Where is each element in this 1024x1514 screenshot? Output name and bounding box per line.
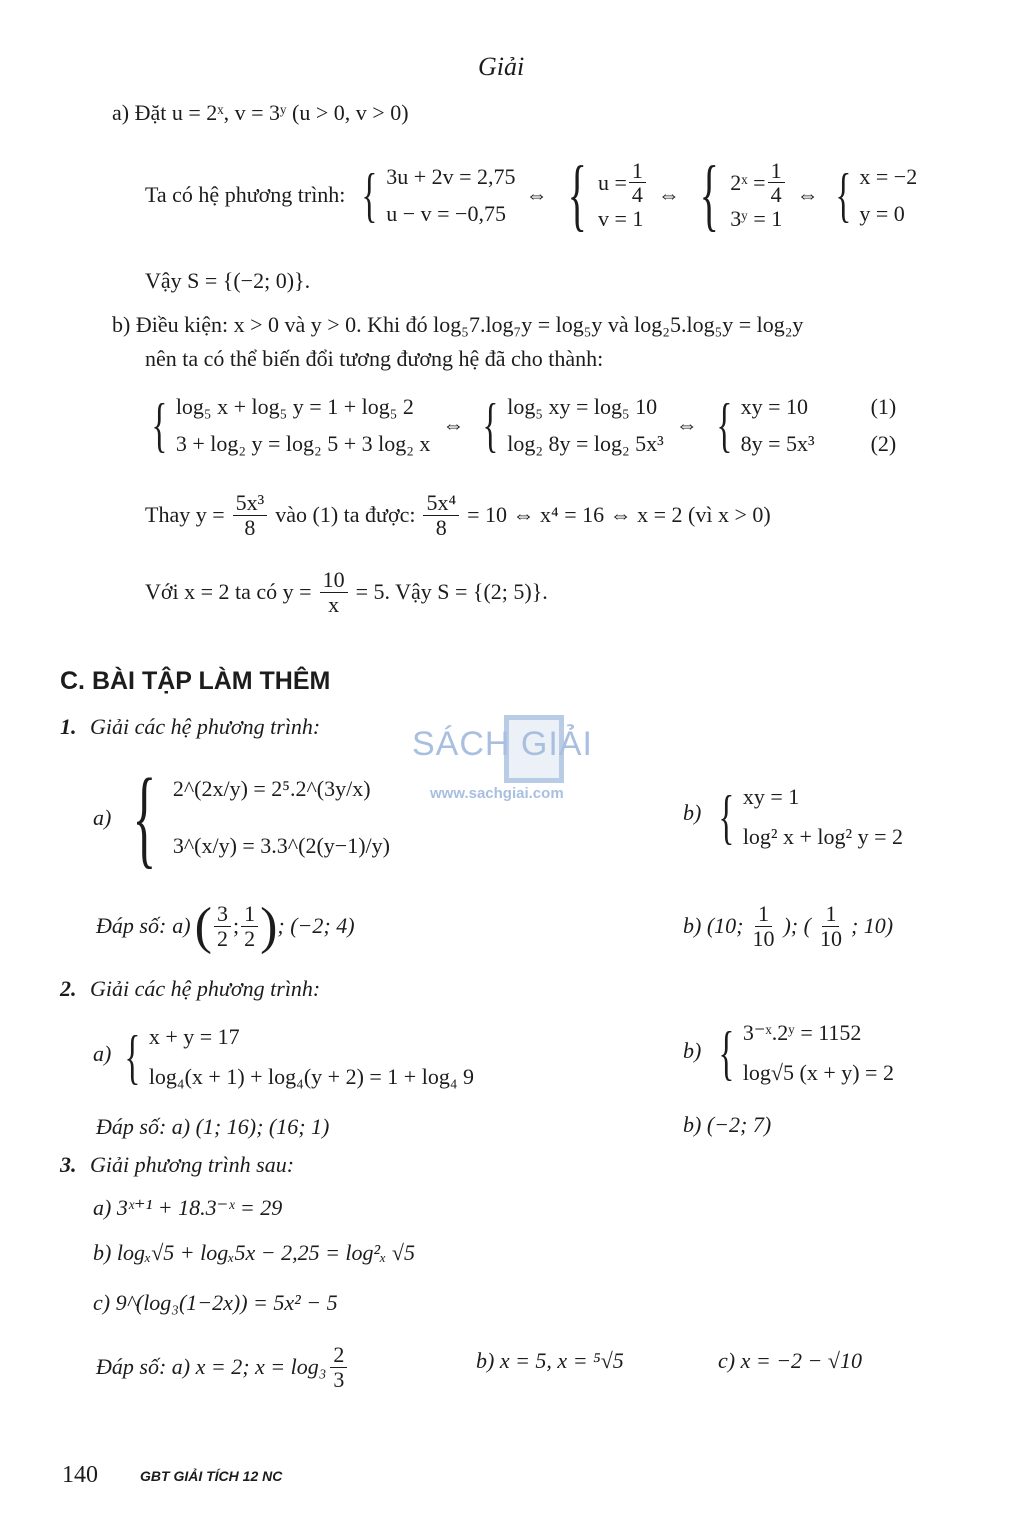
exercise-1a-label: a) — [93, 805, 112, 830]
brace-icon: { — [151, 391, 168, 458]
exercise-2b-label: b) — [683, 1038, 702, 1063]
fraction-numerator: 1 — [241, 902, 258, 926]
exercise-2b-line: 3⁻ˣ.2ʸ = 1152 — [742, 1020, 862, 1046]
system-1-line: u − v = −0,75 — [386, 201, 506, 226]
fraction-denominator: 10 — [752, 925, 775, 951]
system-4-line: x = −2 — [859, 163, 918, 189]
equivalence-symbol: ⇔ — [675, 412, 698, 437]
part-a-system-chain — [145, 145, 917, 245]
fraction-denominator: 2 — [216, 925, 228, 951]
exercise-2-answer-b: b) (−2; 7) — [683, 1112, 772, 1137]
conclusion-prefix: Với x = 2 ta có y = — [145, 579, 312, 604]
system-1 — [355, 158, 515, 233]
fraction-numerator: 1 — [629, 159, 646, 183]
answer-value: ); ( — [783, 913, 811, 938]
system-b1-line: 3 + log₂ y = log₂ 5 + 3 log₂ x — [175, 431, 431, 456]
exercise-2b-system — [712, 1008, 894, 1098]
equivalence-symbol: ⇔ — [442, 412, 465, 437]
exercise-3c: c) 9^(log₃(1−2x)) = 5x² − 5 — [93, 1290, 338, 1315]
answer-part-label: a) — [172, 913, 191, 938]
part-b-line-1: b) Điều kiện: x > 0 và y > 0. Khi đó log₅7.log₇y = log₅y và log₂5.log₅y = log₂y — [112, 312, 804, 337]
exercise-1b-label: b) — [683, 800, 702, 825]
system-b3 — [710, 388, 841, 463]
exercise-2a-system — [118, 1012, 474, 1102]
exercise-3-answer-c: c) x = −2 − √10 — [718, 1348, 862, 1373]
book-title: GBT GIẢI TÍCH 12 NC — [140, 1468, 283, 1484]
fraction-numerator: 2 — [330, 1343, 347, 1367]
brace-icon: { — [132, 755, 157, 878]
equation-label: (1) — [870, 393, 897, 419]
exercise-1a-line: 3^(x/y) = 3.3^(2(y−1)/y) — [172, 833, 390, 858]
equivalence-symbol: ⇔ — [525, 182, 548, 207]
system-b2-line: log₅ xy = log₅ 10 — [507, 393, 658, 419]
substitution-middle: vào (1) ta được: — [275, 502, 416, 527]
equation-label: (2) — [870, 431, 897, 456]
fraction-numerator: 5x³ — [233, 491, 268, 515]
exercise-1-heading — [60, 714, 320, 740]
exercise-3-answer-a — [96, 1335, 349, 1399]
brace-icon: { — [567, 150, 587, 239]
paren-left-icon: ( — [194, 897, 212, 955]
exercise-3-heading — [60, 1152, 294, 1178]
system-b3-line: xy = 10 — [740, 393, 809, 419]
brace-icon: { — [835, 161, 851, 228]
part-b-system-chain — [145, 380, 896, 470]
part-a-intro: a) Đặt u = 2ˣ, v = 3ʸ (u > 0, v > 0) — [112, 100, 409, 125]
exercise-2a-line: x + y = 17 — [148, 1024, 240, 1050]
page-number: 140 — [62, 1462, 98, 1488]
fraction-numerator: 3 — [214, 902, 231, 926]
part-a-lead: Ta có hệ phương trình: — [145, 182, 346, 207]
exercise-3a: a) 3ˣ⁺¹ + 18.3⁻ˣ = 29 — [93, 1195, 283, 1220]
system-4 — [829, 158, 918, 233]
paren-right-icon: ) — [260, 897, 278, 955]
part-a-result: Vậy S = {(−2; 0)}. — [145, 268, 311, 293]
fraction-numerator: 1 — [768, 159, 785, 183]
exercise-title: Giải phương trình sau: — [90, 1152, 295, 1177]
fraction-denominator: 2 — [244, 925, 256, 951]
substitution-prefix: Thay y = — [145, 502, 225, 527]
section-c-heading: C. BÀI TẬP LÀM THÊM — [60, 667, 331, 695]
fraction-numerator: 1 — [822, 902, 839, 926]
brace-icon: { — [716, 391, 733, 458]
exercise-2b-line: log√5 (x + y) = 2 — [742, 1060, 894, 1085]
exercise-1-answer-a: Đáp số: a) ( $\frac{3}{2}$ ; $\frac{1}{2}$ ) ; (−2; 4) — [96, 897, 355, 955]
fraction-denominator: 8 — [435, 514, 447, 540]
fraction-denominator: 4 — [770, 181, 782, 207]
answer-label: Đáp số: — [96, 913, 167, 938]
exercise-1a-line: 2^(2x/y) = 2⁵.2^(3y/x) — [172, 775, 371, 801]
watermark — [412, 715, 622, 815]
system-3 — [690, 150, 787, 241]
exercise-number: 3. — [60, 1152, 77, 1177]
part-b-line-2: nên ta có thể biến đổi tương đương hệ đã cho thành: — [145, 346, 604, 371]
exercise-title: Giải các hệ phương trình: — [90, 714, 321, 739]
exercise-3-answer-b: b) x = 5, x = ⁵√5 — [476, 1348, 624, 1373]
answer-value: Đáp số: a) x = 2; x = log₃ — [96, 1354, 327, 1379]
substitution-result: = 10 ⇔ x⁴ = 16 ⇔ x = 2 (vì x > 0) — [467, 502, 771, 527]
brace-icon: { — [124, 1023, 141, 1090]
fraction-numerator: 10 — [320, 568, 348, 592]
system-1-line: 3u + 2v = 2,75 — [386, 163, 516, 189]
answer-value: ; 10) — [850, 913, 894, 938]
brace-icon: { — [699, 150, 719, 239]
exercise-1b-line: log² x + log² y = 2 — [742, 824, 904, 849]
system-b3-line: 8y = 5x³ — [740, 431, 815, 456]
fraction-numerator: 5x⁴ — [423, 491, 459, 515]
system-2-v: v = 1 — [597, 205, 644, 231]
system-2 — [558, 150, 648, 241]
exercise-2a-line: log₄(x + 1) + log₄(y + 2) = 1 + log₄ 9 — [148, 1064, 474, 1089]
fraction-denominator: 10 — [819, 925, 842, 951]
system-b2 — [476, 388, 663, 463]
system-b1-line: log₅ x + log₅ y = 1 + log₅ 2 — [175, 393, 414, 419]
exercise-2a-label: a) — [93, 1041, 112, 1066]
system-3-bottom: 3ʸ = 1 — [730, 205, 783, 231]
exercise-title: Giải các hệ phương trình: — [90, 976, 321, 1001]
system-b1 — [145, 388, 430, 463]
system-4-line: y = 0 — [859, 201, 905, 226]
fraction-numerator: 1 — [755, 902, 772, 926]
exercise-1b-line: xy = 1 — [742, 784, 800, 810]
part-b-substitution — [145, 485, 771, 545]
exercise-3b: b) logₓ√5 + logₓ5x − 2,25 = log²ₓ √5 — [93, 1240, 415, 1265]
exercise-number: 1. — [60, 714, 77, 739]
fraction-denominator: 3 — [333, 1366, 345, 1392]
section-title: Giải — [478, 52, 525, 81]
system-3-top: 2ˣ = — [730, 169, 766, 195]
system-b2-line: log₂ 8y = log₂ 5x³ — [507, 431, 664, 456]
conclusion-result: = 5. Vậy S = {(2; 5)}. — [355, 579, 548, 604]
brace-icon: { — [482, 391, 499, 458]
system-2-u: u = — [597, 169, 627, 195]
answer-value: ; (−2; 4) — [277, 913, 355, 938]
fraction-denominator: 8 — [244, 514, 256, 540]
exercise-2-heading — [60, 976, 320, 1002]
exercise-1a-system — [118, 752, 390, 882]
fraction-denominator: 4 — [631, 181, 643, 207]
watermark-url: www.sachgiai.com — [430, 785, 564, 802]
equivalence-symbol: ⇔ — [796, 182, 819, 207]
exercise-number: 2. — [60, 976, 77, 1001]
exercise-1b-system — [712, 772, 903, 862]
brace-icon: { — [718, 783, 735, 850]
fraction-denominator: x — [328, 591, 340, 617]
part-b-conclusion — [145, 562, 548, 622]
exercise-1-answer-b — [683, 895, 893, 957]
brace-icon: { — [361, 161, 378, 228]
answer-value: b) (10; — [683, 913, 744, 938]
equivalence-symbol: ⇔ — [657, 182, 680, 207]
watermark-brand: SÁCH GIẢI — [412, 725, 593, 763]
exercise-2-answer-a: Đáp số: a) (1; 16); (16; 1) — [96, 1114, 330, 1139]
brace-icon: { — [718, 1019, 735, 1086]
